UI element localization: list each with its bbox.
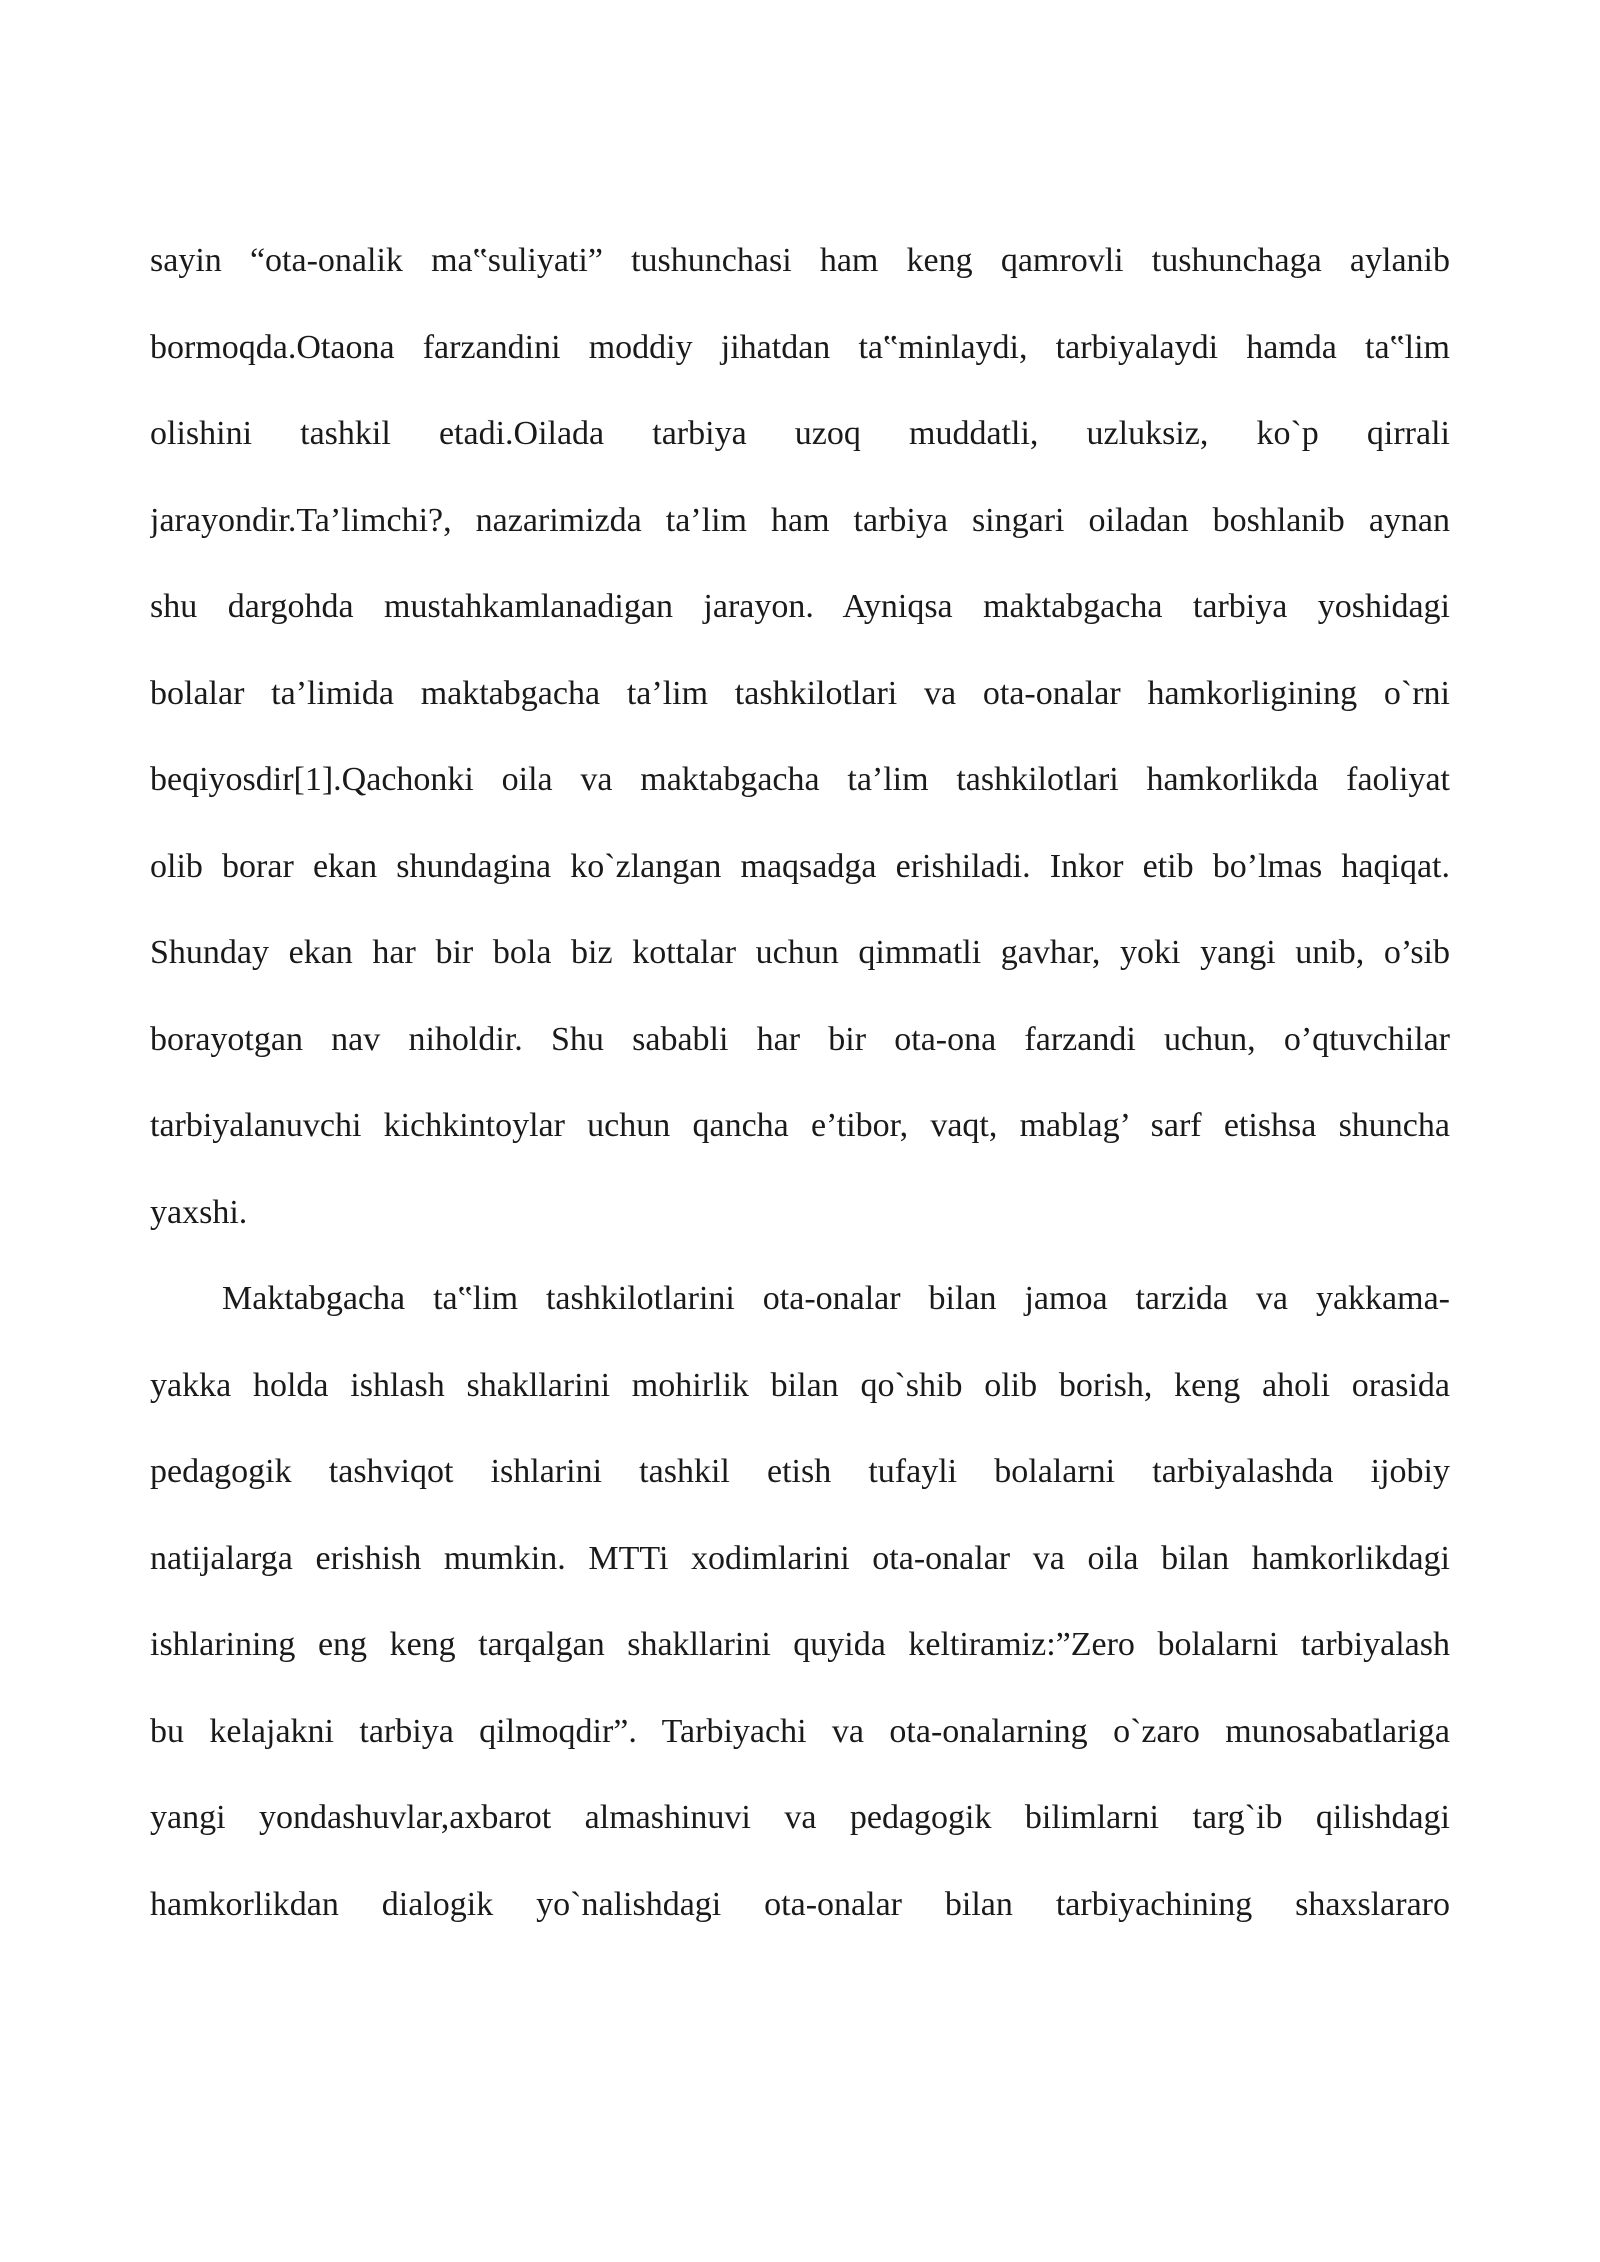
text-line: olishini tashkil etadi.Oilada tarbiya uzoq muddatli, uzluksiz, ko`p qirrali	[150, 415, 1450, 452]
text-line: bu kelajakni tarbiya qilmoqdir”. Tarbiyachi va ota-onalarning o`zaro munosabatlariga	[150, 1712, 1450, 1750]
paragraph-1	[150, 218, 1450, 1256]
text-line: Maktabgacha ta‟lim tashkilotlarini ota-onalar bilan jamoa tarzida va yakkama-	[222, 1280, 1450, 1317]
text-line: borayotgan nav niholdir. Shu sababli har bir ota-ona farzandi uchun, o’qtuvchilar	[150, 1020, 1450, 1058]
text-line: bormoqda.Otaona farzandini moddiy jihatdan ta‟minlaydi, tarbiyalaydi hamda ta‟lim	[150, 328, 1450, 366]
paragraph-2	[150, 1256, 1450, 1948]
text-line: tarbiyalanuvchi kichkintoylar uchun qancha e’tibor, vaqt, mablag’ sarf etishsa shuncha	[150, 1107, 1450, 1144]
text-line: bolalar ta’limida maktabgacha ta’lim tashkilotlari va ota-onalar hamkorligining o`rni	[150, 674, 1450, 712]
text-line: natijalarga erishish mumkin. MTTi xodimlarini ota-onalar va oila bilan hamkorlikdagi	[150, 1539, 1450, 1577]
text-line: yangi yondashuvlar,axbarot almashinuvi va pedagogik bilimlarni targ`ib qilishdagi	[150, 1799, 1450, 1836]
text-line: beqiyosdir[1].Qachonki oila va maktabgacha ta’lim tashkilotlari hamkorlikda faoliyat	[150, 761, 1450, 798]
text-line: olib borar ekan shundagina ko`zlangan maqsadga erishiladi. Inkor etib bo’lmas haqiqat.	[150, 847, 1450, 885]
text-line: ishlarining eng keng tarqalgan shakllarini quyida keltiramiz:”Zero bolalarni tarbiyalash	[150, 1626, 1450, 1663]
text-line: yakka holda ishlash shakllarini mohirlik bilan qo`shib olib borish, keng aholi orasida	[150, 1366, 1450, 1404]
text-line: hamkorlikdan dialogik yo`nalishdagi ota-onalar bilan tarbiyachining shaxslararo	[150, 1885, 1450, 1923]
text-line: sayin “ota-onalik ma‟suliyati” tushunchasi ham keng qamrovli tushunchaga aylanib	[150, 242, 1450, 279]
text-line: pedagogik tashviqot ishlarini tashkil etish tufayli bolalarni tarbiyalashda ijobiy	[150, 1453, 1450, 1490]
text-line: jarayondir.Ta’limchi?, nazarimizda ta’lim ham tarbiya singari oiladan boshlanib aynan	[150, 501, 1450, 539]
text-line: Shunday ekan har bir bola biz kottalar uchun qimmatli gavhar, yoki yangi unib, o’sib	[150, 934, 1450, 971]
text-line: shu dargohda mustahkamlanadigan jarayon. Ayniqsa maktabgacha tarbiya yoshidagi	[150, 588, 1450, 625]
body-text	[150, 218, 1450, 1948]
text-line: yaxshi.	[150, 1193, 248, 1231]
